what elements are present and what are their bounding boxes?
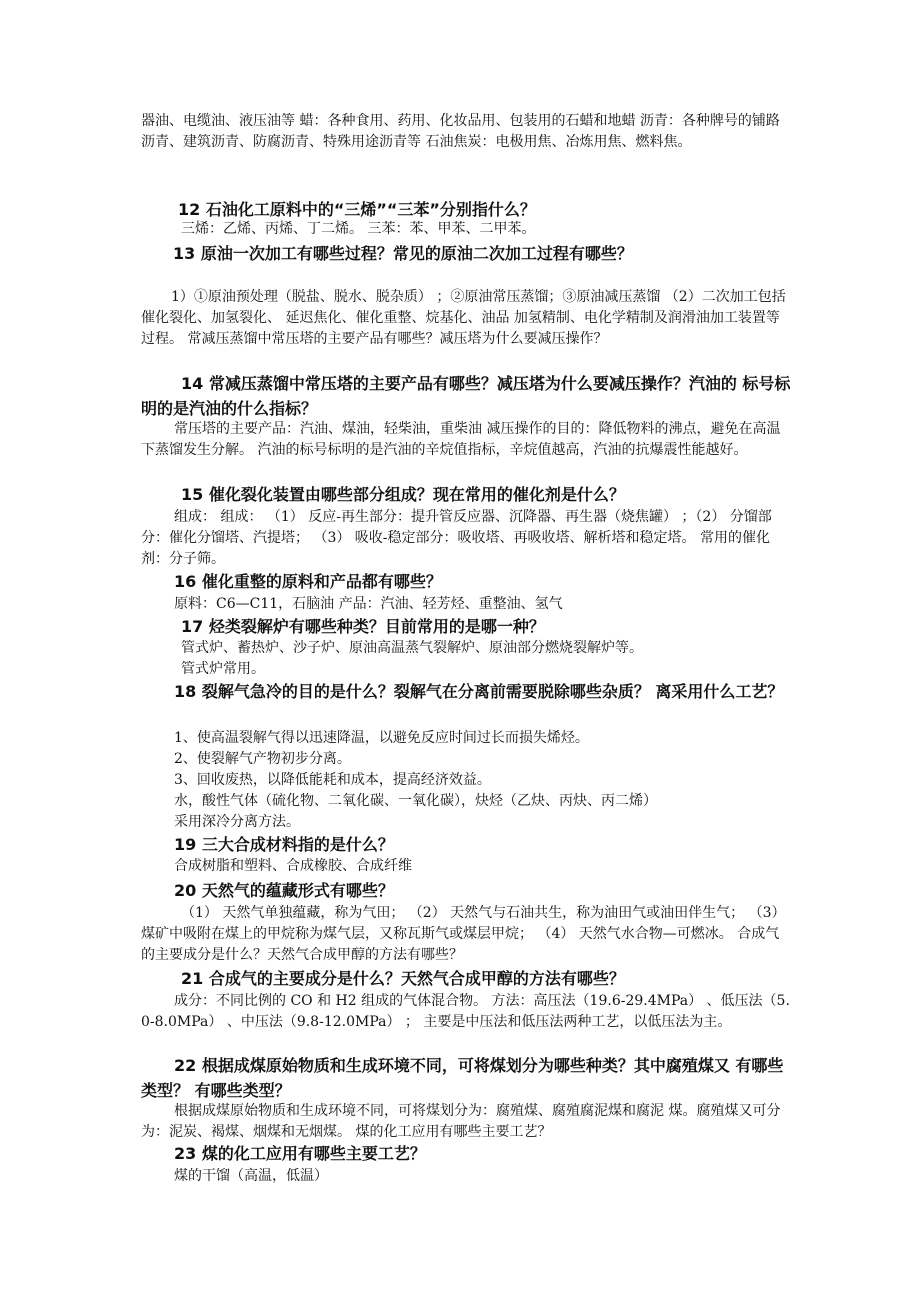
question-19 xyxy=(141,832,791,857)
answer-text: 原料：C6—C11，石脑油 产品：汽油、轻芳烃、重整油、氢气 xyxy=(174,596,563,612)
question-20 xyxy=(141,878,791,903)
question-heading: 19 三大合成材料指的是什么？ xyxy=(174,835,394,854)
answer-14 xyxy=(141,419,791,461)
question-heading: 16 催化重整的原料和产品都有哪些？ xyxy=(174,572,442,591)
answer-18 xyxy=(141,728,791,833)
answer-text: 常压塔的主要产品：汽油、煤油，轻柴油，重柴油 减压操作的目的：降低物料的沸点，避免在高温下蒸馏发生分解。 汽油的标号标明的是汽油的辛烷值指标，辛烷值越高，汽油的抗爆震性能越好。 xyxy=(141,421,781,458)
answer-text: 三烯：乙烯、丙烯、丁二烯。 三苯：苯、甲苯、二甲苯。 xyxy=(181,221,536,237)
question-13 xyxy=(173,241,793,266)
question-17 xyxy=(141,614,791,639)
answer-text: 根据成煤原始物质和生成环境不同，可将煤划分为：腐殖煤、腐殖腐泥煤和腐泥 煤。腐殖煤又可分为：泥炭、褐煤、烟煤和无烟煤。 煤的化工应用有哪些主要工艺？ xyxy=(141,1103,781,1140)
question-heading: 12 石油化工原料中的“三烯”“三苯”分别指什么？ xyxy=(178,200,536,219)
answer-text: 合成树脂和塑料、合成橡胶、合成纤维 xyxy=(174,858,412,874)
answer-20 xyxy=(141,903,791,966)
question-15 xyxy=(141,482,791,507)
answer-line: 2、使裂解气产物初步分离。 xyxy=(174,751,351,767)
question-heading: 15 催化裂化装置由哪些部分组成？现在常用的催化剂是什么？ xyxy=(181,485,625,504)
answer-12 xyxy=(181,219,831,240)
question-heading: 14 常减压蒸馏中常压塔的主要产品有哪些？减压塔为什么要减压操作？汽油的 标号标明的是汽油的什么指标？ xyxy=(141,374,791,418)
answer-16 xyxy=(141,594,791,615)
answer-text: 成分：不同比例的 CO 和 H2 组成的气体混合物。 方法：高压法（19.6-29.4MPa） 、低压法（5.0-8.0MPa） 、中压法（9.8-12.0MPa） ； 主要是中压法和低压法两种工艺，以低压法为主。 xyxy=(141,993,790,1030)
answer-19 xyxy=(141,856,791,877)
answer-text: 煤的干馏（高温，低温） xyxy=(174,1168,328,1184)
question-21 xyxy=(141,966,791,991)
answer-text: 组成： 组成： （1） 反应-再生部分：提升管反应器、沉降器、再生器（烧焦罐） ；（2） 分馏部分：催化分馏塔、汽提塔； （3） 吸收-稳定部分：吸收塔、再吸收塔、解析塔和稳定塔。 常用的催化剂：分子筛。 xyxy=(141,509,772,567)
question-18 xyxy=(141,679,791,704)
answer-23 xyxy=(141,1166,791,1187)
answer-text: （1） 天然气单独蕴藏，称为气田； （2） 天然气与石油共生，称为油田气或油田伴生气； （3） 煤矿中吸附在煤上的甲烷称为煤气层，又称瓦斯气或煤层甲烷； （4） 天然气水合物—可燃冰。 合成气的主要成分是什么？天然气合成甲醇的方法有哪些？ xyxy=(141,905,786,963)
paragraph-text: 器油、电缆油、液压油等 蜡：各种食用、药用、化妆品用、包装用的石蜡和地蜡 沥青：各种牌号的铺路沥青、建筑沥青、防腐沥青、特殊用途沥青等 石油焦炭：电极用焦、冶炼用焦、燃料焦。 xyxy=(141,113,780,150)
question-heading: 23 煤的化工应用有哪些主要工艺？ xyxy=(174,1144,426,1163)
question-heading: 13 原油一次加工有哪些过程？常见的原油二次加工过程有哪些？ xyxy=(173,244,633,263)
question-16 xyxy=(141,569,791,594)
question-heading: 18 裂解气急冷的目的是什么？裂解气在分离前需要脱除哪些杂质？ 离采用什么工艺？ xyxy=(174,682,784,701)
answer-line: 3、回收废热，以降低能耗和成本，提高经济效益。 xyxy=(174,772,491,788)
question-heading: 20 天然气的蕴藏形式有哪些？ xyxy=(174,881,394,900)
answer-22 xyxy=(141,1101,791,1143)
question-heading: 22 根据成煤原始物质和生成环境不同，可将煤划分为哪些种类？其中腐殖煤又 有哪些类型？ 有哪些类型？ xyxy=(141,1056,784,1100)
answer-line: 采用深冷分离方法。 xyxy=(174,814,300,830)
answer-13 xyxy=(141,287,791,350)
question-heading: 17 烃类裂解炉有哪些种类？目前常用的是哪一种？ xyxy=(181,617,545,636)
answer-text: 1）①原油预处理（脱盐、脱水、脱杂质） ；②原油常压蒸馏；③原油减压蒸馏 （2）二次加工包括催化裂化、加氢裂化、 延迟焦化、催化重整、烷基化、油品 加氢精制、电化学精制及润滑油加工装置等过程。 常减压蒸馏中常压塔的主要产品有哪些？减压塔为什么要减压操作？ xyxy=(141,289,786,347)
answer-line: 1、使高温裂解气得以迅速降温，以避免反应时间过长而损失烯烃。 xyxy=(174,730,589,746)
paragraph-products xyxy=(141,111,791,153)
question-heading: 21 合成气的主要成分是什么？天然气合成甲醇的方法有哪些？ xyxy=(181,969,625,988)
question-22 xyxy=(141,1053,791,1103)
answer-17 xyxy=(141,638,791,680)
answer-21 xyxy=(141,991,791,1033)
question-23 xyxy=(141,1141,791,1166)
answer-line: 管式炉、蓄热炉、沙子炉、原油高温蒸气裂解炉、原油部分燃烧裂解炉等。 xyxy=(181,640,643,656)
question-14 xyxy=(141,371,791,421)
answer-line: 管式炉常用。 xyxy=(181,661,265,677)
answer-15 xyxy=(141,507,791,570)
answer-line: 水，酸性气体（硫化物、二氧化碳、一氧化碳），炔烃（乙炔、丙炔、丙二烯） xyxy=(174,793,657,809)
